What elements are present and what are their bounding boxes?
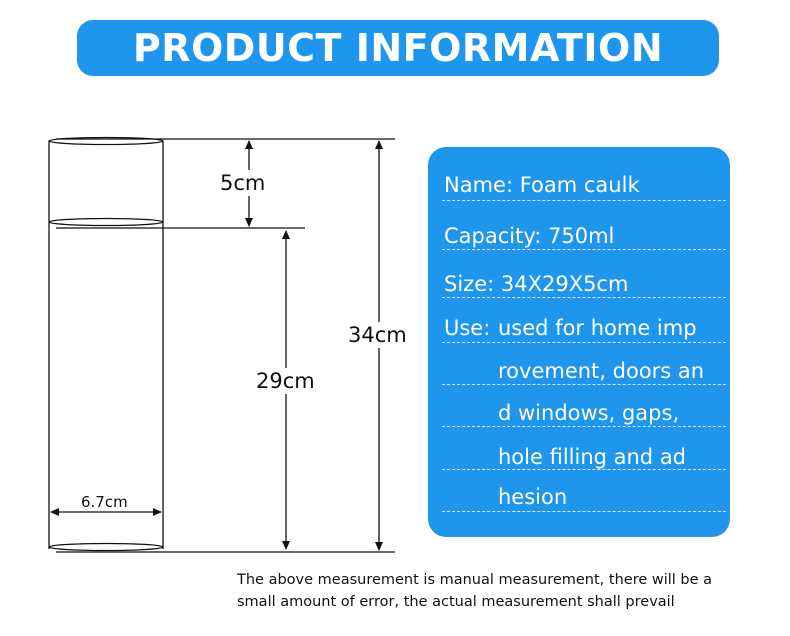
info-use-line: d windows, gaps, <box>498 401 680 425</box>
info-use-line: hesion <box>498 485 568 509</box>
dimension-label-middle: 29cm <box>256 369 315 393</box>
dimension-label-total: 34cm <box>348 323 407 347</box>
page-title: PRODUCT INFORMATION <box>132 26 664 70</box>
info-use-line: hole filling and ad <box>498 445 687 469</box>
note-line: small amount of error, the actual measurement shall prevail <box>237 594 675 610</box>
info-divider <box>442 249 726 250</box>
info-divider <box>442 469 726 470</box>
info-divider <box>442 426 726 427</box>
info-divider <box>442 511 726 512</box>
measurement-note <box>237 569 777 613</box>
info-use-line: used for home imp <box>498 316 697 340</box>
info-divider <box>442 297 726 298</box>
info-capacity: Capacity: 750ml <box>444 224 615 248</box>
dimension-label-width: 6.7cm <box>81 493 128 511</box>
info-divider <box>442 200 726 201</box>
can-outline <box>49 138 163 551</box>
note-line: The above measurement is manual measurement, there will be a <box>237 572 713 588</box>
extension-lines <box>56 139 395 552</box>
info-divider <box>442 342 726 343</box>
info-size: Size: 34X29X5cm <box>444 272 629 296</box>
info-divider <box>442 384 726 385</box>
info-name: Name: Foam caulk <box>444 173 640 197</box>
dimension-label-top: 5cm <box>220 171 266 195</box>
info-use-label: Use: <box>444 316 491 340</box>
product-info-card <box>428 147 730 537</box>
info-use-line: rovement, doors an <box>498 359 705 383</box>
